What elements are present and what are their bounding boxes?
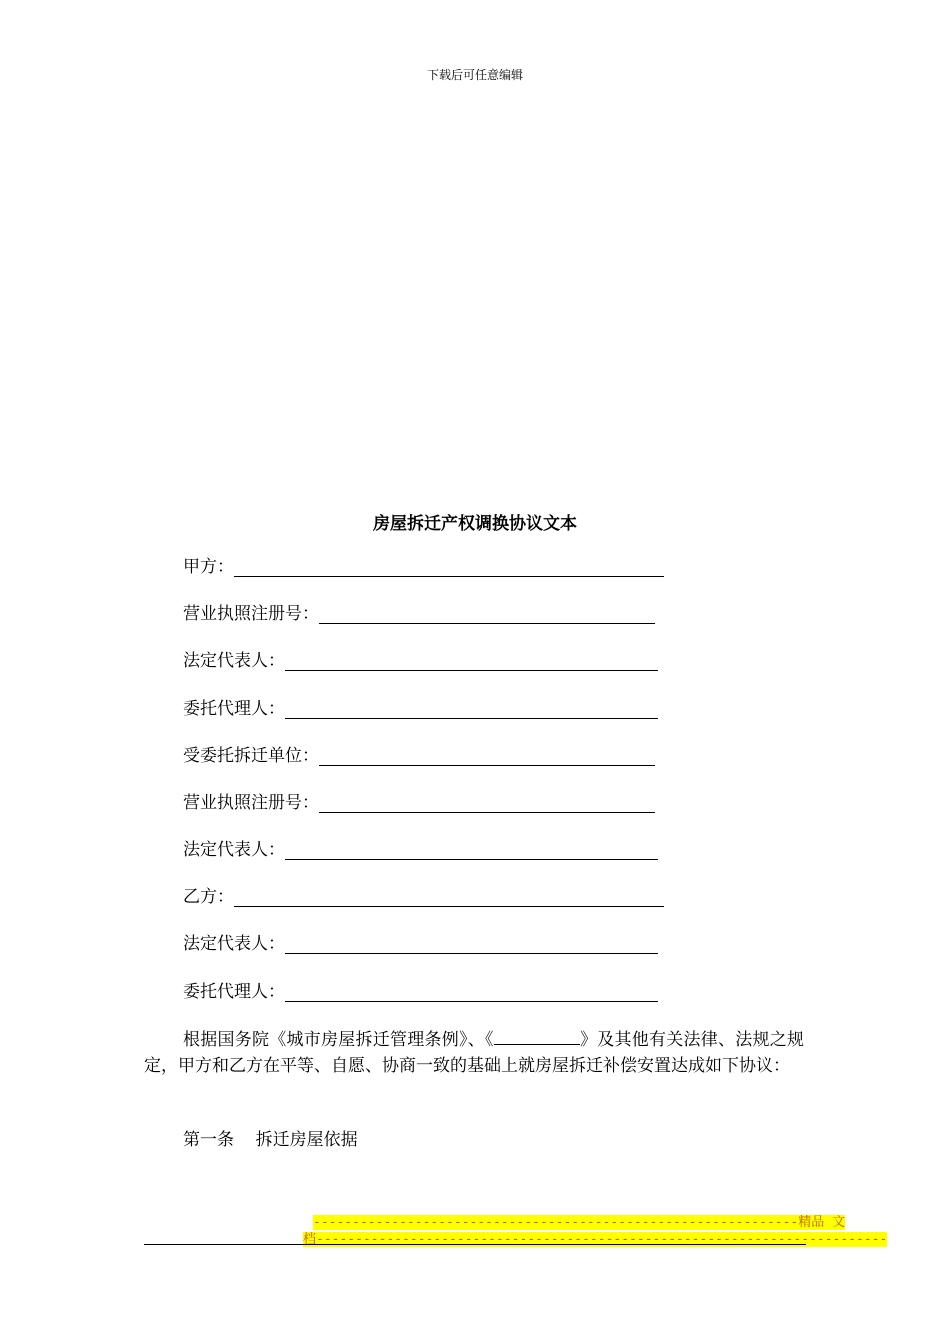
footer-text-1: --------------------------------------------------------------精品 文 — [313, 1215, 846, 1230]
field-label: 法定代表人： — [183, 934, 285, 954]
field-label: 甲方： — [183, 557, 234, 577]
preamble-blank — [494, 1028, 580, 1045]
field-label: 委托代理人： — [183, 982, 285, 1002]
field-label: 法定代表人： — [183, 840, 285, 860]
field-legal-rep-a — [183, 649, 658, 671]
article-1-heading: 第一条 拆迁房屋依据 — [183, 1130, 358, 1150]
field-label: 乙方： — [183, 887, 234, 907]
field-party-a — [183, 555, 664, 577]
field-label: 委托代理人： — [183, 699, 285, 719]
preamble-paragraph — [144, 1027, 804, 1079]
field-agent-b — [183, 980, 658, 1002]
field-business-license-unit — [183, 791, 655, 813]
field-blank — [319, 747, 655, 766]
field-blank — [285, 652, 658, 671]
footer-rule — [144, 1244, 806, 1245]
field-blank — [234, 558, 664, 577]
field-blank — [285, 935, 658, 954]
footer-text-2: 档------------------------------------------------------------------------- — [303, 1232, 888, 1247]
document-title: 房屋拆迁产权调换协议文本 — [373, 514, 577, 534]
field-blank — [319, 605, 655, 624]
field-label: 营业执照注册号： — [183, 793, 319, 813]
preamble-part2: 》及其他有关法律、法规之规定，甲方和乙方在平等、自愿、协商一致的基础上就房屋拆迁补偿安置达成如下协议： — [144, 1030, 804, 1076]
field-blank — [319, 794, 655, 813]
field-blank — [285, 700, 658, 719]
field-blank — [285, 983, 658, 1002]
field-label: 法定代表人： — [183, 651, 285, 671]
field-label: 受委托拆迁单位： — [183, 746, 319, 766]
field-business-license-a — [183, 602, 655, 624]
field-blank — [234, 888, 664, 907]
field-legal-rep-b — [183, 932, 658, 954]
field-party-b — [183, 885, 664, 907]
field-legal-rep-unit — [183, 838, 658, 860]
field-agent-a — [183, 697, 658, 719]
field-label: 营业执照注册号： — [183, 604, 319, 624]
header-note: 下载后可任意编辑 — [426, 68, 523, 82]
preamble-part1: 根据国务院《城市房屋拆迁管理条例》、《 — [183, 1030, 494, 1050]
field-blank — [285, 841, 658, 860]
field-demolition-unit — [183, 744, 655, 766]
